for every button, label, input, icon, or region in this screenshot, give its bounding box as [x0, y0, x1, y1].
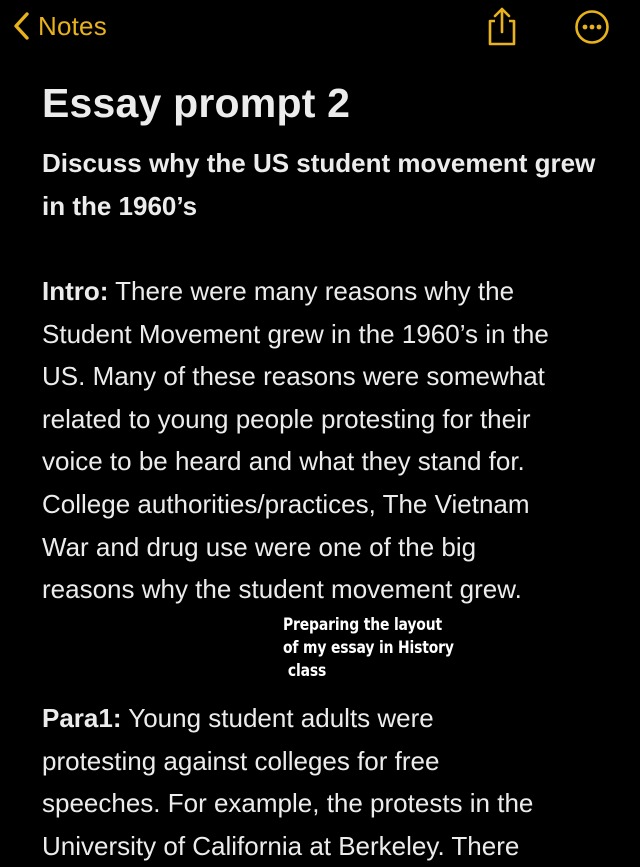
intro-line: College authorities/practices, The Vietnam [42, 488, 530, 519]
para1-line: Para1: Young student adults were [42, 703, 434, 733]
para1-paragraph [42, 697, 612, 867]
intro-line: War and drug use were one of the big [42, 531, 477, 562]
share-button[interactable] [482, 4, 522, 48]
back-label: Notes [38, 10, 107, 41]
intro-line: US. Many of these reasons were somewhat [42, 361, 545, 392]
intro-paragraph [42, 270, 612, 611]
share-icon [482, 35, 522, 52]
intro-label: Intro: [42, 276, 109, 306]
chevron-left-icon [12, 11, 30, 41]
note-title: Essay prompt 2 [42, 80, 351, 126]
para1-line: speeches. For example, the protests in the [42, 788, 534, 819]
intro-line: voice to be heard and what they stand for. [42, 446, 525, 477]
back-button[interactable] [12, 6, 107, 46]
intro-line: related to young people protesting for their [42, 403, 531, 434]
caption-line: Preparing the layout [283, 615, 442, 635]
para1-label: Para1: [42, 703, 122, 733]
more-icon [574, 32, 610, 49]
caption-line: class [287, 661, 327, 681]
intro-line: Intro: There were many reasons why the [42, 276, 515, 306]
overlay-caption [283, 614, 463, 683]
more-button[interactable] [574, 9, 610, 45]
navigation-bar [0, 0, 640, 56]
caption-line: of my essay in History [283, 638, 454, 658]
note-subtitle: Discuss why the US student movement grew in the 1960’s [42, 148, 596, 221]
para1-line: protesting against colleges for free [42, 745, 440, 776]
intro-line: Student Movement grew in the 1960’s in the [42, 318, 549, 349]
para1-line: University of California at Berkeley. There [42, 830, 520, 861]
intro-line: reasons why the student movement grew. [42, 574, 522, 605]
